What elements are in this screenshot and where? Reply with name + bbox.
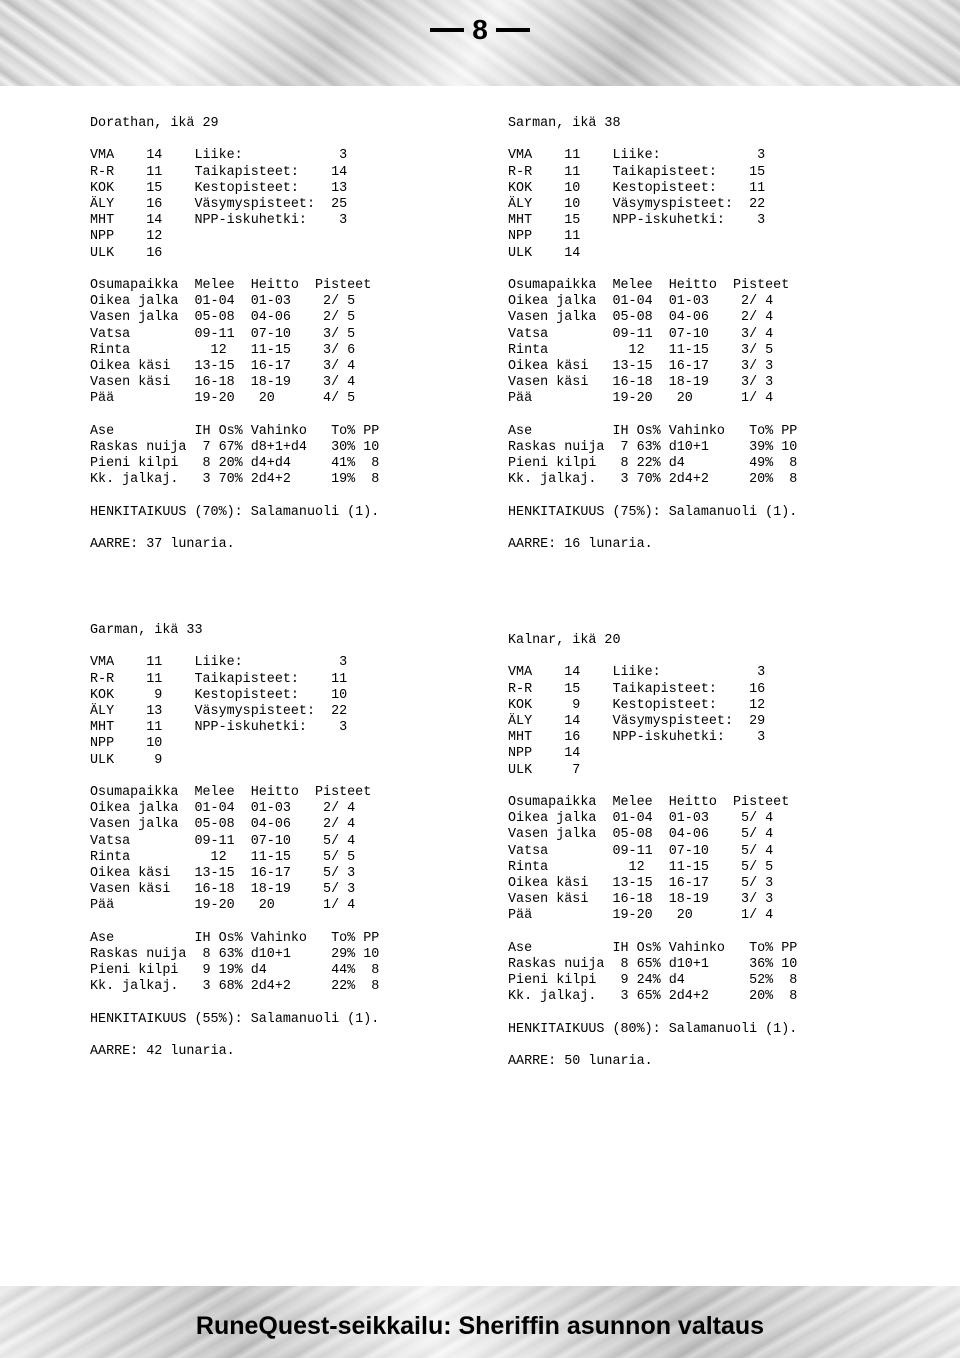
footer-title: RuneQuest-seikkailu: Sheriffin asunnon valtaus: [195, 1312, 765, 1340]
character-stat-block-garman: Garman, ikä 33 VMA 11 Liike: 3 R-R 11 Taikapisteet: 11 KOK 9 Kestopisteet: 10 ÄLY 13 Väsymyspisteet: 22 MHT 11 NPP-iskuhetki: 3 NPP 10 ULK 9 Osumapaikka Melee Heitto Pisteet Oikea jalka 01-04 01-03 2/ 4 Vasen jalka 05-08 04-06 2/ 4 Vatsa 09-11 07-10 5/ 4 Rinta 12 11-15 5/ 5 Oikea käsi 13-15 16-17 5/ 3 Vasen käsi 16-18 18-19 5/ 3 Pää 19-20 20 1/ 4 Ase IH Os% Vahinko To% PP Raskas nuija 8 63% d10+1 29% 10 Pieni kilpi 9 19% d4 44% 8 Kk. jalkaj. 3 68% 2d4+2 22% 8 HENKITAIKUUS (55%): Salamanuoli (1). AARRE: 42 lunaria.: [90, 623, 380, 1060]
page-number-text: 8: [472, 14, 488, 45]
character-stat-block-sarman: Sarman, ikä 38 VMA 11 Liike: 3 R-R 11 Taikapisteet: 15 KOK 10 Kestopisteet: 11 ÄLY 10 Väsymyspisteet: 22 MHT 15 NPP-iskuhetki: 3 NPP 11 ULK 14 Osumapaikka Melee Heitto Pisteet Oikea jalka 01-04 01-03 2/ 4 Vasen jalka 05-08 04-06 2/ 4 Vatsa 09-11 07-10 3/ 4 Rinta 12 11-15 3/ 5 Oikea käsi 13-15 16-17 3/ 3 Vasen käsi 16-18 18-19 3/ 3 Pää 19-20 20 1/ 4 Ase IH Os% Vahinko To% PP Raskas nuija 7 63% d10+1 39% 10 Pieni kilpi 8 22% d4 49% 8 Kk. jalkaj. 3 70% 2d4+2 20% 8 HENKITAIKUUS (75%): Salamanuoli (1). AARRE: 16 lunaria.: [508, 116, 798, 553]
right-dash: [496, 28, 530, 32]
left-dash: [430, 28, 464, 32]
page-number: [0, 14, 960, 46]
character-stat-block-dorathan: Dorathan, ikä 29 VMA 14 Liike: 3 R-R 11 Taikapisteet: 14 KOK 15 Kestopisteet: 13 ÄLY 16 Väsymyspisteet: 25 MHT 14 NPP-iskuhetki: 3 NPP 12 ULK 16 Osumapaikka Melee Heitto Pisteet Oikea jalka 01-04 01-03 2/ 5 Vasen jalka 05-08 04-06 2/ 5 Vatsa 09-11 07-10 3/ 5 Rinta 12 11-15 3/ 6 Oikea käsi 13-15 16-17 3/ 4 Vasen käsi 16-18 18-19 3/ 4 Pää 19-20 20 4/ 5 Ase IH Os% Vahinko To% PP Raskas nuija 7 67% d8+1+d4 30% 10 Pieni kilpi 8 20% d4+d4 41% 8 Kk. jalkaj. 3 70% 2d4+2 19% 8 HENKITAIKUUS (70%): Salamanuoli (1). AARRE: 37 lunaria.: [90, 116, 380, 553]
character-stat-block-kalnar: Kalnar, ikä 20 VMA 14 Liike: 3 R-R 15 Taikapisteet: 16 KOK 9 Kestopisteet: 12 ÄLY 14 Väsymyspisteet: 29 MHT 16 NPP-iskuhetki: 3 NPP 14 ULK 7 Osumapaikka Melee Heitto Pisteet Oikea jalka 01-04 01-03 5/ 4 Vasen jalka 05-08 04-06 5/ 4 Vatsa 09-11 07-10 5/ 4 Rinta 12 11-15 5/ 5 Oikea käsi 13-15 16-17 5/ 3 Vasen käsi 16-18 18-19 3/ 3 Pää 19-20 20 1/ 4 Ase IH Os% Vahinko To% PP Raskas nuija 8 65% d10+1 36% 10 Pieni kilpi 9 24% d4 52% 8 Kk. jalkaj. 3 65% 2d4+2 20% 8 HENKITAIKUUS (80%): Salamanuoli (1). AARRE: 50 lunaria.: [508, 633, 798, 1070]
